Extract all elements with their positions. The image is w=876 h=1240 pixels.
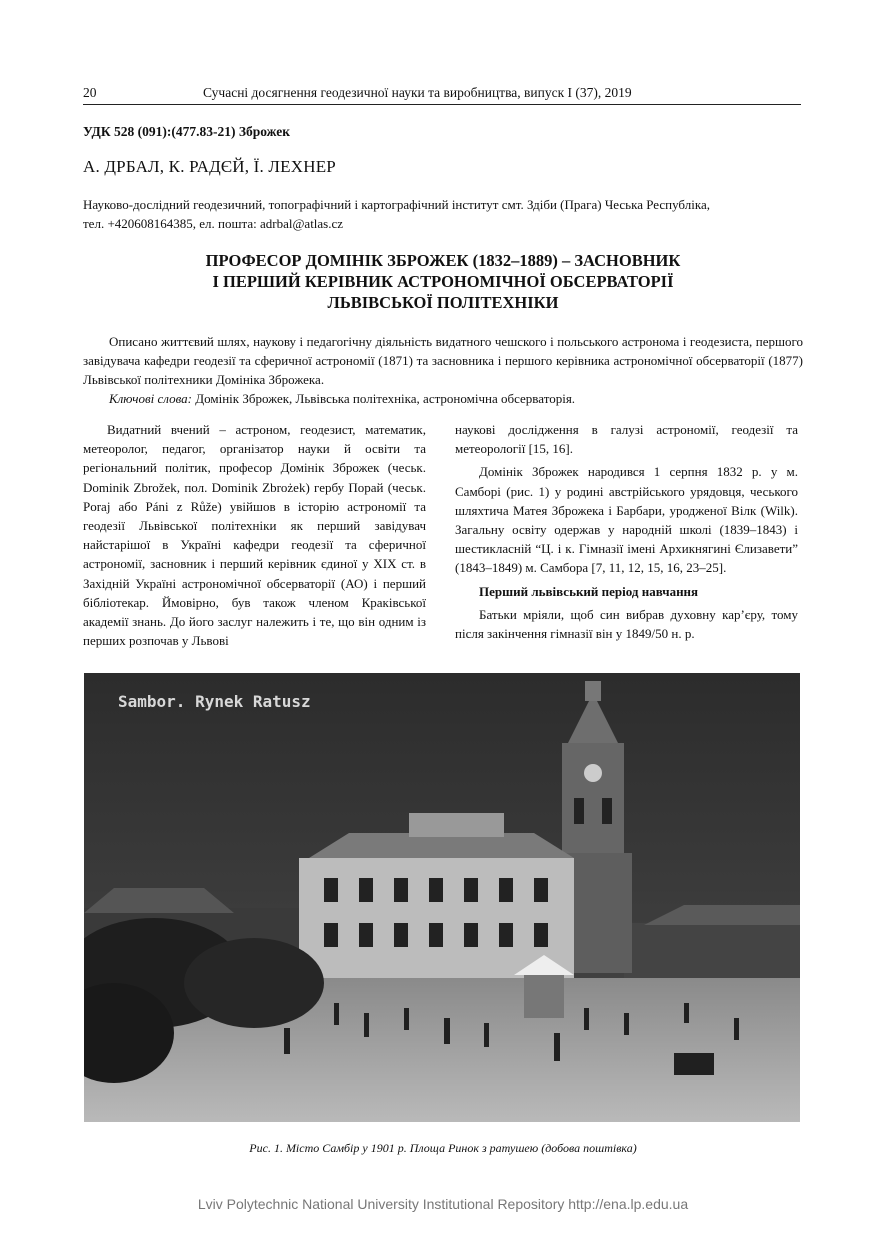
keywords-label: Ключові слова: bbox=[109, 391, 192, 406]
body-paragraph-continued: наукові дослідження в галузі астрономії, геодезії та метеорології [15, 16]. bbox=[455, 422, 798, 457]
authors: А. ДРБАЛ, К. РАДЄЙ, Ї. ЛЕХНЕР bbox=[83, 157, 336, 176]
repository-footer: Lviv Polytechnic National University Institutional Repository http://ena.lp.edu.ua bbox=[197, 1196, 689, 1212]
affiliation bbox=[83, 195, 803, 233]
running-header bbox=[83, 84, 801, 105]
article-title bbox=[83, 250, 803, 313]
body-paragraph: Видатний вчений – астроном, геодезист, математик, метеоролог, педагог, організатор науки й освіти та регіональний політик, професор Домінік Зброжек (чеськ. Dominik Zbrožek, пол. Dominik Zbrożek) гербу Порай (чеськ. Poraj або Páni z Růže) увійшов в історію астрономії та геодезії Львівської політехніки як перший завідувач найстарішої в Україні кафедри геодезії та сферичної астрономії, засновник і перший керівник єдиної у ХІХ ст. в Західній Україні астрономічної обсерваторії (АО) і перший бібліотекар. Ймовірно, був також членом Краківської академії знань. До його заслуг належить і те, що він одним із перших розпочав у Львові bbox=[83, 422, 426, 649]
journal-title: Сучасні досягнення геодезичної науки та виробництва, випуск І (37), 2019 bbox=[203, 85, 632, 100]
keywords-list: Домінік Зброжек, Львівська політехніка, астрономічна обсерваторія. bbox=[191, 391, 576, 406]
body-paragraph: Домінік Зброжек народився 1 серпня 1832 р. у м. Самборі (рис. 1) у родині австрійського урядовця, чеського шляхтича Матея Зброжека і Барбари, уродженої Вілк (Wilk). Загальну освіту одержав у народній школі (1839–1843) і шестикласній “Ц. і к. Гімназії імені Архикнягині Єлизавети” (1843–1849) м. Самбора [7, 11, 12, 15, 16, 23–25]. bbox=[455, 464, 798, 576]
page-number: 20 bbox=[83, 85, 97, 100]
historic-photo bbox=[84, 673, 800, 1122]
contact-line: тел. +420608164385, ел. пошта: adrbal@atlas.cz bbox=[83, 216, 344, 231]
body-paragraph: Батьки мріяли, щоб син вибрав духовну кар’єру, тому після закінчення гімназії він у 1849/50 н. р. bbox=[455, 606, 798, 642]
title-line-2: І ПЕРШИЙ КЕРІВНИК АСТРОНОМІЧНОЇ ОБСЕРВАТОРІЇ bbox=[212, 272, 674, 291]
title-line-3: ЛЬВІВСЬКОЇ ПОЛІТЕХНІКИ bbox=[327, 293, 559, 312]
section-heading: Перший львівський період навчання bbox=[479, 583, 699, 599]
abstract-text: Описано життєвий шлях, наукову і педагогічну діяльність видатного чешского і польського астронома і геодезиста, першого завідувача кафедри геодезії та сферичної астрономії (1871) та засновника і першого керівника астрономічної обсерваторії (1877) Львівської політехники Домініка Зброжека. bbox=[83, 334, 803, 387]
figure-caption: Рис. 1. Місто Самбір у 1901 р. Площа Ринок з ратушею (добова поштівка) bbox=[249, 1141, 637, 1155]
abstract bbox=[83, 332, 803, 408]
keywords bbox=[83, 389, 803, 408]
right-column bbox=[455, 420, 798, 647]
postcard-inscription: Sambor. Rynek Ratusz bbox=[118, 692, 311, 711]
left-column bbox=[83, 420, 426, 654]
title-line-1: ПРОФЕСОР ДОМІНІК ЗБРОЖЕК (1832–1889) – ЗАСНОВНИК bbox=[205, 251, 681, 270]
figure-photo-town-hall bbox=[84, 673, 800, 1122]
udc-code: УДК 528 (091):(477.83-21) Зброжек bbox=[83, 124, 291, 139]
affiliation-line: Науково-дослідний геодезичний, топографічний і картографічний інститут смт. Здіби (Прага) Чеська Республіка, bbox=[83, 197, 710, 212]
